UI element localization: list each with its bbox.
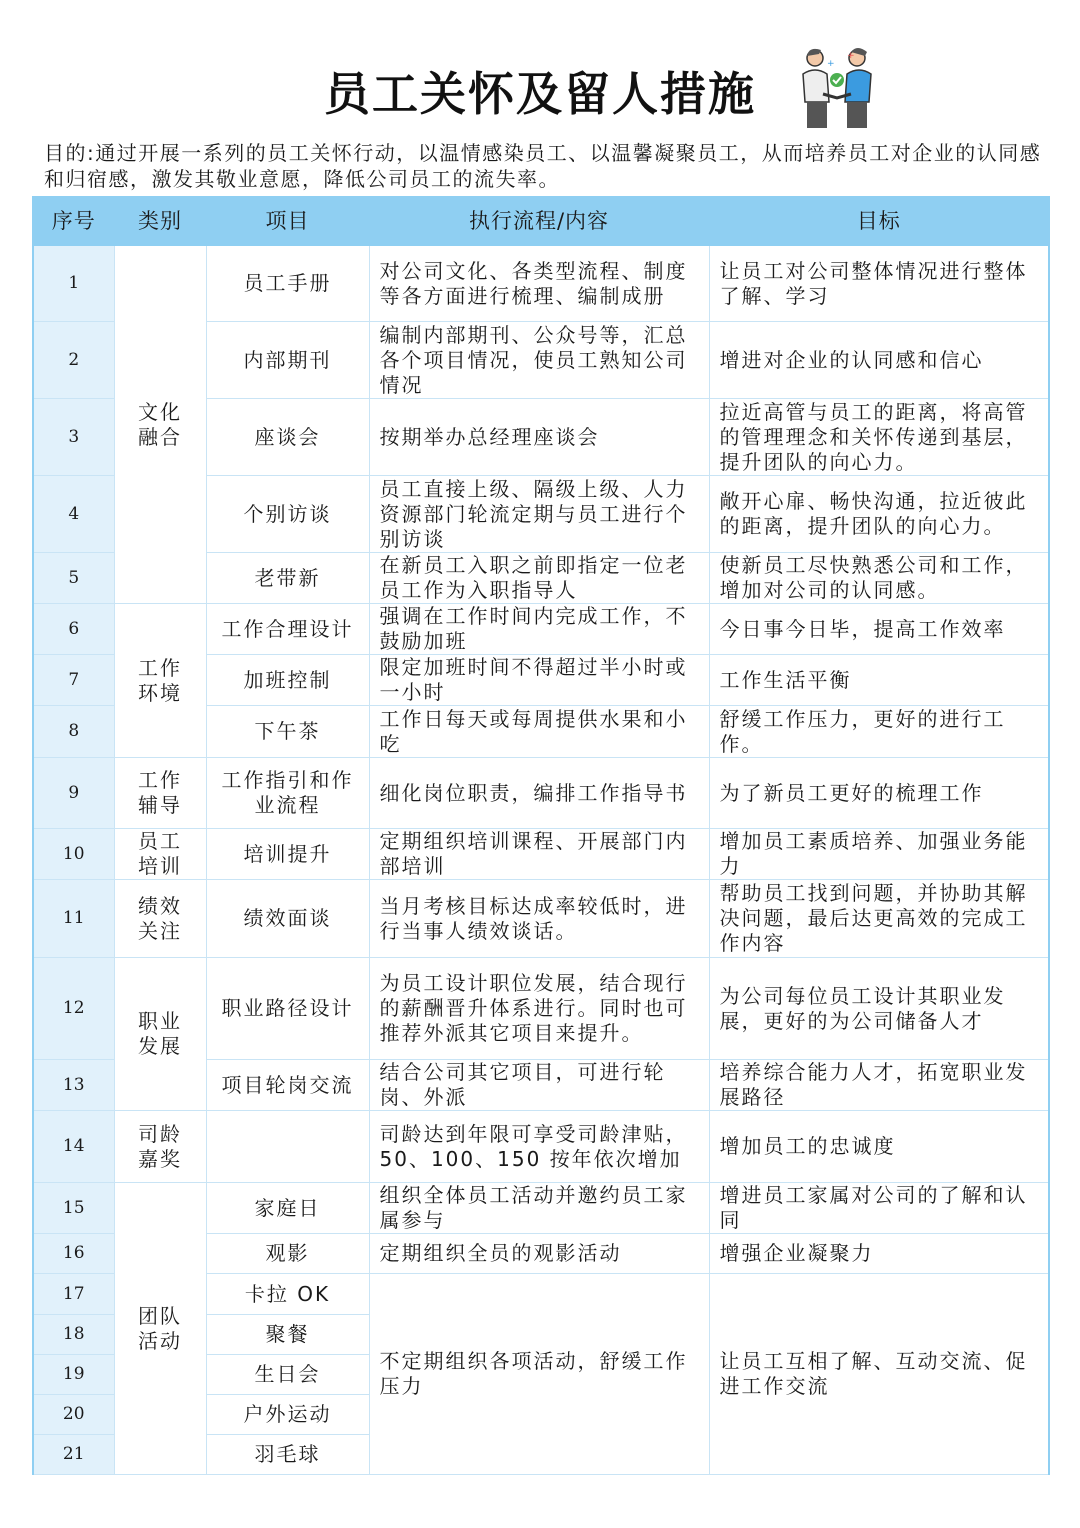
goal-cell: 培养综合能力人才，拓宽职业发展路径 — [709, 1060, 1049, 1111]
row-number: 20 — [33, 1395, 114, 1435]
goal-cell: 为公司每位员工设计其职业发展，更好的为公司储备人才 — [709, 958, 1049, 1060]
row-number: 6 — [33, 604, 114, 655]
row-number: 15 — [33, 1183, 114, 1234]
category-cell: 职业发展 — [114, 958, 206, 1111]
content-cell: 结合公司其它项目，可进行轮岗、外派 — [369, 1060, 709, 1111]
goal-cell: 让员工对公司整体情况进行整体了解、学习 — [709, 246, 1049, 322]
content-cell: 对公司文化、各类型流程、制度等各方面进行梳理、编制成册 — [369, 246, 709, 322]
row-number: 7 — [33, 655, 114, 706]
table-row — [33, 758, 1049, 829]
content-cell: 细化岗位职责，编排工作指导书 — [369, 758, 709, 829]
goal-cell: 敞开心扉、畅快沟通，拉近彼此的距离，提升团队的向心力。 — [709, 476, 1049, 553]
handshake-illustration-icon — [795, 44, 879, 132]
item-cell: 卡拉 OK — [206, 1274, 369, 1315]
table-row — [33, 1111, 1049, 1183]
header-category: 类别 — [114, 197, 206, 246]
item-cell: 工作合理设计 — [206, 604, 369, 655]
goal-cell: 工作生活平衡 — [709, 655, 1049, 706]
content-cell: 按期举办总经理座谈会 — [369, 399, 709, 476]
table-header-row — [33, 197, 1049, 246]
goal-cell: 帮助员工找到问题，并协助其解决问题，最后达更高效的完成工作内容 — [709, 880, 1049, 958]
category-cell: 员工培训 — [114, 829, 206, 880]
item-cell: 工作指引和作业流程 — [206, 758, 369, 829]
item-cell: 绩效面谈 — [206, 880, 369, 958]
purpose-text: 目的:通过开展一系列的员工关怀行动，以温情感染员工、以温馨凝聚员工，从而培养员工对企业的认同感和归宿感，激发其敬业意愿，降低公司员工的流失率。 — [44, 141, 1042, 191]
item-cell: 座谈会 — [206, 399, 369, 476]
row-number: 1 — [33, 246, 114, 322]
row-number: 3 — [33, 399, 114, 476]
table-row — [33, 958, 1049, 1060]
row-number: 11 — [33, 880, 114, 958]
goal-cell: 使新员工尽快熟悉公司和工作，增加对公司的认同感。 — [709, 553, 1049, 604]
content-cell: 定期组织培训课程、开展部门内部培训 — [369, 829, 709, 880]
row-number: 13 — [33, 1060, 114, 1111]
item-cell: 观影 — [206, 1234, 369, 1274]
header-content: 执行流程/内容 — [369, 197, 709, 246]
header-no: 序号 — [33, 197, 114, 246]
row-number: 2 — [33, 322, 114, 399]
content-cell: 组织全体员工活动并邀约员工家属参与 — [369, 1183, 709, 1234]
goal-cell: 让员工互相了解、互动交流、促进工作交流 — [709, 1274, 1049, 1475]
goal-cell: 为了新员工更好的梳理工作 — [709, 758, 1049, 829]
svg-text:+: + — [827, 59, 835, 69]
table-row — [33, 1183, 1049, 1234]
row-number: 21 — [33, 1435, 114, 1475]
goal-cell: 增加员工的忠诚度 — [709, 1111, 1049, 1183]
table-row — [33, 880, 1049, 958]
goal-cell: 增进员工家属对公司的了解和认同 — [709, 1183, 1049, 1234]
care-measures-table — [32, 196, 1050, 1475]
row-number: 9 — [33, 758, 114, 829]
category-cell: 工作环境 — [114, 604, 206, 758]
category-cell: 团队活动 — [114, 1183, 206, 1475]
item-cell — [206, 1111, 369, 1183]
goal-cell: 今日事今日毕，提高工作效率 — [709, 604, 1049, 655]
category-cell: 文化融合 — [114, 246, 206, 604]
row-number: 12 — [33, 958, 114, 1060]
row-number: 16 — [33, 1234, 114, 1274]
goal-cell: 增强企业凝聚力 — [709, 1234, 1049, 1274]
item-cell: 员工手册 — [206, 246, 369, 322]
content-cell: 编制内部期刊、公众号等，汇总各个项目情况，使员工熟知公司情况 — [369, 322, 709, 399]
item-cell: 聚餐 — [206, 1315, 369, 1355]
item-cell: 户外运动 — [206, 1395, 369, 1435]
table-row — [33, 246, 1049, 322]
item-cell: 内部期刊 — [206, 322, 369, 399]
header-item: 项目 — [206, 197, 369, 246]
content-cell: 限定加班时间不得超过半小时或一小时 — [369, 655, 709, 706]
item-cell: 个别访谈 — [206, 476, 369, 553]
page-title: 员工关怀及留人措施 — [324, 67, 756, 121]
row-number: 14 — [33, 1111, 114, 1183]
item-cell: 生日会 — [206, 1355, 369, 1395]
item-cell: 职业路径设计 — [206, 958, 369, 1060]
goal-cell: 拉近高管与员工的距离，将高管的管理理念和关怀传递到基层，提升团队的向心力。 — [709, 399, 1049, 476]
goal-cell: 舒缓工作压力，更好的进行工作。 — [709, 706, 1049, 758]
item-cell: 培训提升 — [206, 829, 369, 880]
row-number: 10 — [33, 829, 114, 880]
content-cell: 员工直接上级、隔级上级、人力资源部门轮流定期与员工进行个别访谈 — [369, 476, 709, 553]
content-cell: 当月考核目标达成率较低时，进行当事人绩效谈话。 — [369, 880, 709, 958]
svg-text:+: + — [847, 51, 855, 61]
row-number: 18 — [33, 1315, 114, 1355]
item-cell: 羽毛球 — [206, 1435, 369, 1475]
category-cell: 绩效关注 — [114, 880, 206, 958]
item-cell: 老带新 — [206, 553, 369, 604]
item-cell: 项目轮岗交流 — [206, 1060, 369, 1111]
row-number: 8 — [33, 706, 114, 758]
table-row — [33, 829, 1049, 880]
row-number: 4 — [33, 476, 114, 553]
content-cell: 工作日每天或每周提供水果和小吃 — [369, 706, 709, 758]
goal-cell: 增进对企业的认同感和信心 — [709, 322, 1049, 399]
goal-cell: 增加员工素质培养、加强业务能力 — [709, 829, 1049, 880]
content-cell: 定期组织全员的观影活动 — [369, 1234, 709, 1274]
content-cell: 不定期组织各项活动，舒缓工作压力 — [369, 1274, 709, 1475]
row-number: 19 — [33, 1355, 114, 1395]
row-number: 5 — [33, 553, 114, 604]
category-cell: 工作辅导 — [114, 758, 206, 829]
row-number: 17 — [33, 1274, 114, 1315]
item-cell: 家庭日 — [206, 1183, 369, 1234]
header-goal: 目标 — [709, 197, 1049, 246]
content-cell: 司龄达到年限可享受司龄津贴，50、100、150 按年依次增加 — [369, 1111, 709, 1183]
item-cell: 下午茶 — [206, 706, 369, 758]
item-cell: 加班控制 — [206, 655, 369, 706]
content-cell: 为员工设计职位发展，结合现行的薪酬晋升体系进行。同时也可推荐外派其它项目来提升。 — [369, 958, 709, 1060]
table-row — [33, 604, 1049, 655]
category-cell: 司龄嘉奖 — [114, 1111, 206, 1183]
content-cell: 在新员工入职之前即指定一位老员工作为入职指导人 — [369, 553, 709, 604]
content-cell: 强调在工作时间内完成工作，不鼓励加班 — [369, 604, 709, 655]
